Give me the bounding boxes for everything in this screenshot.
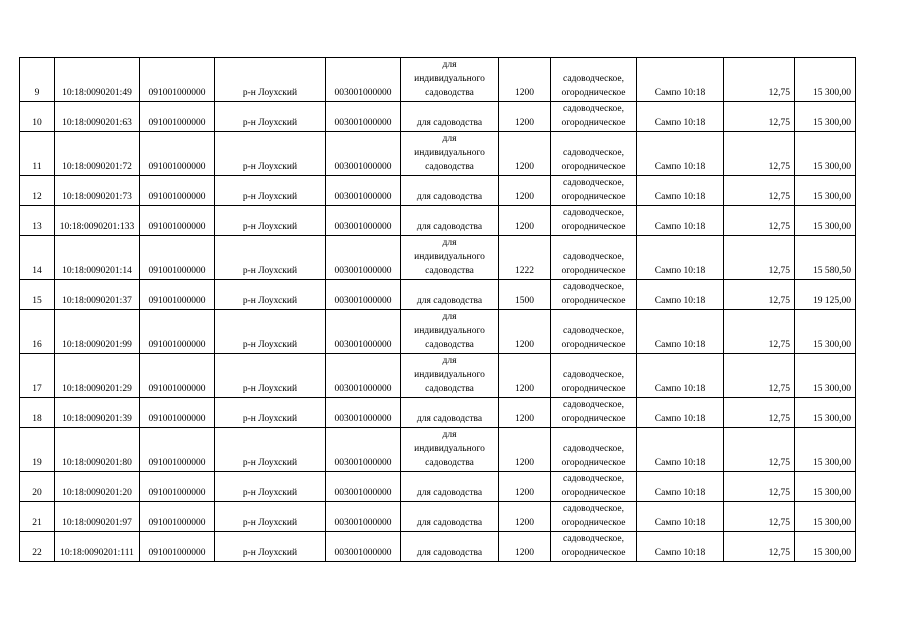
cell-location: Сампо 10:18 xyxy=(637,280,724,310)
table-row xyxy=(20,398,856,428)
cell-category xyxy=(551,532,637,562)
cell-code-1: 091001000000 xyxy=(140,354,215,398)
cell-code-1: 091001000000 xyxy=(140,532,215,562)
cell-location: Сампо 10:18 xyxy=(637,132,724,176)
cell-value: 15 300,00 xyxy=(795,176,856,206)
table-row xyxy=(20,310,856,354)
cell-code-2: 003001000000 xyxy=(326,532,401,562)
cell-category-line: огородническое xyxy=(561,296,626,306)
cell-cadastral-number: 10:18:0090201:49 xyxy=(55,58,140,102)
cell-category-line: садоводческое, xyxy=(563,534,624,544)
cell-category-line: садоводческое, xyxy=(563,326,624,336)
cell-value: 15 300,00 xyxy=(795,206,856,236)
cell-permitted-use-line: индивидуального xyxy=(414,252,485,262)
cell-category xyxy=(551,310,637,354)
cell-row-number: 16 xyxy=(20,310,55,354)
cell-rate: 12,75 xyxy=(724,236,795,280)
table-row xyxy=(20,502,856,532)
cell-category-line: огородническое xyxy=(561,162,626,172)
cell-category xyxy=(551,280,637,310)
cell-code-2: 003001000000 xyxy=(326,502,401,532)
cell-row-number: 14 xyxy=(20,236,55,280)
cell-cadastral-number: 10:18:0090201:37 xyxy=(55,280,140,310)
cell-rate: 12,75 xyxy=(724,132,795,176)
cell-rate: 12,75 xyxy=(724,428,795,472)
table-row xyxy=(20,472,856,502)
cell-value: 15 300,00 xyxy=(795,428,856,472)
cell-permitted-use-line: для садоводства xyxy=(416,414,483,424)
cell-permitted-use-line: садоводства xyxy=(425,266,474,276)
cell-cadastral-number: 10:18:0090201:99 xyxy=(55,310,140,354)
cell-category-line: огородническое xyxy=(561,518,626,528)
cell-location: Сампо 10:18 xyxy=(637,58,724,102)
cell-rate: 12,75 xyxy=(724,532,795,562)
cell-category-line: огородническое xyxy=(561,384,626,394)
cell-category xyxy=(551,236,637,280)
cell-category xyxy=(551,58,637,102)
cell-category-line: огородническое xyxy=(561,118,626,128)
cell-area: 1200 xyxy=(499,102,551,132)
cell-cadastral-number: 10:18:0090201:111 xyxy=(55,532,140,562)
table-row xyxy=(20,280,856,310)
cell-permitted-use xyxy=(401,58,499,102)
cell-area: 1222 xyxy=(499,236,551,280)
cell-cadastral-number: 10:18:0090201:73 xyxy=(55,176,140,206)
cell-code-2: 003001000000 xyxy=(326,58,401,102)
cell-category xyxy=(551,472,637,502)
table-row xyxy=(20,428,856,472)
cell-district: р-н Лоухский xyxy=(215,132,326,176)
cell-district: р-н Лоухский xyxy=(215,236,326,280)
cell-row-number: 20 xyxy=(20,472,55,502)
cell-rate: 12,75 xyxy=(724,102,795,132)
cell-category xyxy=(551,176,637,206)
cell-district: р-н Лоухский xyxy=(215,102,326,132)
cell-code-2: 003001000000 xyxy=(326,280,401,310)
cell-category xyxy=(551,398,637,428)
cell-rate: 12,75 xyxy=(724,310,795,354)
cell-category-line: садоводческое, xyxy=(563,504,624,514)
table-row xyxy=(20,236,856,280)
cell-category-line: садоводческое, xyxy=(563,74,624,84)
cell-location: Сампо 10:18 xyxy=(637,502,724,532)
cell-district: р-н Лоухский xyxy=(215,176,326,206)
cell-permitted-use xyxy=(401,132,499,176)
cell-permitted-use-line: для xyxy=(442,356,457,366)
cell-row-number: 12 xyxy=(20,176,55,206)
table-row xyxy=(20,176,856,206)
cell-permitted-use-line: садоводства xyxy=(425,88,474,98)
cell-category-line: садоводческое, xyxy=(563,370,624,380)
cell-category-line: огородническое xyxy=(561,488,626,498)
cell-permitted-use-line: для xyxy=(442,238,457,248)
table-row xyxy=(20,132,856,176)
cell-cadastral-number: 10:18:0090201:63 xyxy=(55,102,140,132)
cell-code-1: 091001000000 xyxy=(140,102,215,132)
cell-code-2: 003001000000 xyxy=(326,176,401,206)
cell-category-line: огородническое xyxy=(561,266,626,276)
table-row xyxy=(20,206,856,236)
cell-permitted-use xyxy=(401,472,499,502)
cell-area: 1200 xyxy=(499,58,551,102)
cell-district: р-н Лоухский xyxy=(215,310,326,354)
cell-category-line: садоводческое, xyxy=(563,148,624,158)
cell-code-2: 003001000000 xyxy=(326,354,401,398)
cell-category-line: садоводческое, xyxy=(563,104,624,114)
cell-value: 19 125,00 xyxy=(795,280,856,310)
cell-permitted-use-line: для садоводства xyxy=(416,296,483,306)
cell-category-line: огородническое xyxy=(561,88,626,98)
cell-permitted-use-line: индивидуального xyxy=(414,326,485,336)
cell-district: р-н Лоухский xyxy=(215,428,326,472)
land-plots-table xyxy=(19,57,856,562)
cell-permitted-use xyxy=(401,532,499,562)
cell-value: 15 300,00 xyxy=(795,472,856,502)
cell-cadastral-number: 10:18:0090201:29 xyxy=(55,354,140,398)
cell-permitted-use-line: для садоводства xyxy=(416,118,483,128)
cell-permitted-use-line: для xyxy=(442,430,457,440)
cell-category xyxy=(551,206,637,236)
cell-location: Сампо 10:18 xyxy=(637,472,724,502)
cell-permitted-use-line: для садоводства xyxy=(416,488,483,498)
table-body xyxy=(20,58,856,562)
cell-category-line: садоводческое, xyxy=(563,444,624,454)
cell-area: 1200 xyxy=(499,472,551,502)
cell-permitted-use xyxy=(401,102,499,132)
cell-permitted-use-line: для садоводства xyxy=(416,548,483,558)
cell-code-1: 091001000000 xyxy=(140,176,215,206)
cell-code-2: 003001000000 xyxy=(326,428,401,472)
cell-value: 15 580,50 xyxy=(795,236,856,280)
table-row xyxy=(20,58,856,102)
cell-area: 1200 xyxy=(499,310,551,354)
cell-area: 1200 xyxy=(499,354,551,398)
cell-permitted-use xyxy=(401,206,499,236)
cell-category-line: садоводческое, xyxy=(563,474,624,484)
cell-rate: 12,75 xyxy=(724,58,795,102)
cell-permitted-use-line: индивидуального xyxy=(414,444,485,454)
cell-rate: 12,75 xyxy=(724,398,795,428)
cell-value: 15 300,00 xyxy=(795,398,856,428)
cell-code-1: 091001000000 xyxy=(140,428,215,472)
cell-district: р-н Лоухский xyxy=(215,206,326,236)
cell-permitted-use xyxy=(401,398,499,428)
cell-row-number: 11 xyxy=(20,132,55,176)
cell-area: 1200 xyxy=(499,398,551,428)
cell-permitted-use-line: садоводства xyxy=(425,458,474,468)
cell-category-line: садоводческое, xyxy=(563,400,624,410)
cell-value: 15 300,00 xyxy=(795,102,856,132)
cell-category xyxy=(551,132,637,176)
cell-value: 15 300,00 xyxy=(795,354,856,398)
cell-category-line: огородническое xyxy=(561,458,626,468)
cell-code-2: 003001000000 xyxy=(326,132,401,176)
cell-row-number: 22 xyxy=(20,532,55,562)
cell-category xyxy=(551,428,637,472)
cell-code-2: 003001000000 xyxy=(326,310,401,354)
cell-row-number: 10 xyxy=(20,102,55,132)
cell-permitted-use-line: садоводства xyxy=(425,340,474,350)
cell-area: 1200 xyxy=(499,206,551,236)
cell-value: 15 300,00 xyxy=(795,310,856,354)
cell-location: Сампо 10:18 xyxy=(637,102,724,132)
cell-rate: 12,75 xyxy=(724,502,795,532)
cell-permitted-use xyxy=(401,176,499,206)
cell-rate: 12,75 xyxy=(724,354,795,398)
cell-permitted-use-line: индивидуального xyxy=(414,148,485,158)
cell-code-1: 091001000000 xyxy=(140,398,215,428)
cell-cadastral-number: 10:18:0090201:133 xyxy=(55,206,140,236)
cell-permitted-use-line: для садоводства xyxy=(416,518,483,528)
cell-permitted-use-line: для садоводства xyxy=(416,192,483,202)
cell-permitted-use-line: садоводства xyxy=(425,162,474,172)
cell-category-line: огородническое xyxy=(561,414,626,424)
cell-permitted-use-line: индивидуального xyxy=(414,370,485,380)
cell-category-line: огородническое xyxy=(561,548,626,558)
cell-permitted-use-line: для xyxy=(442,134,457,144)
cell-row-number: 19 xyxy=(20,428,55,472)
cell-row-number: 15 xyxy=(20,280,55,310)
cell-code-2: 003001000000 xyxy=(326,236,401,280)
cell-area: 1200 xyxy=(499,132,551,176)
cell-code-2: 003001000000 xyxy=(326,398,401,428)
cell-code-1: 091001000000 xyxy=(140,132,215,176)
cell-rate: 12,75 xyxy=(724,472,795,502)
cell-permitted-use xyxy=(401,428,499,472)
cell-permitted-use xyxy=(401,236,499,280)
cell-row-number: 9 xyxy=(20,58,55,102)
cell-location: Сампо 10:18 xyxy=(637,354,724,398)
cell-category-line: садоводческое, xyxy=(563,208,624,218)
cell-row-number: 13 xyxy=(20,206,55,236)
cell-category-line: огородническое xyxy=(561,340,626,350)
cell-area: 1200 xyxy=(499,532,551,562)
cell-category-line: огородническое xyxy=(561,222,626,232)
cell-permitted-use-line: для садоводства xyxy=(416,222,483,232)
cell-permitted-use-line: индивидуального xyxy=(414,74,485,84)
cell-location: Сампо 10:18 xyxy=(637,310,724,354)
cell-permitted-use-line: садоводства xyxy=(425,384,474,394)
cell-permitted-use xyxy=(401,280,499,310)
cell-category-line: садоводческое, xyxy=(563,252,624,262)
cell-location: Сампо 10:18 xyxy=(637,398,724,428)
cell-district: р-н Лоухский xyxy=(215,532,326,562)
cell-cadastral-number: 10:18:0090201:14 xyxy=(55,236,140,280)
cell-area: 1200 xyxy=(499,176,551,206)
cell-district: р-н Лоухский xyxy=(215,280,326,310)
cell-row-number: 18 xyxy=(20,398,55,428)
cell-category xyxy=(551,502,637,532)
cell-location: Сампо 10:18 xyxy=(637,532,724,562)
cell-area: 1200 xyxy=(499,428,551,472)
cell-category xyxy=(551,102,637,132)
cell-location: Сампо 10:18 xyxy=(637,236,724,280)
cell-value: 15 300,00 xyxy=(795,502,856,532)
cell-district: р-н Лоухский xyxy=(215,472,326,502)
cell-code-1: 091001000000 xyxy=(140,236,215,280)
cell-code-2: 003001000000 xyxy=(326,206,401,236)
cell-area: 1200 xyxy=(499,502,551,532)
cell-row-number: 17 xyxy=(20,354,55,398)
cell-rate: 12,75 xyxy=(724,176,795,206)
table-row xyxy=(20,354,856,398)
cell-code-2: 003001000000 xyxy=(326,472,401,502)
cell-cadastral-number: 10:18:0090201:80 xyxy=(55,428,140,472)
cell-cadastral-number: 10:18:0090201:72 xyxy=(55,132,140,176)
cell-row-number: 21 xyxy=(20,502,55,532)
cell-area: 1500 xyxy=(499,280,551,310)
cell-value: 15 300,00 xyxy=(795,132,856,176)
cell-permitted-use xyxy=(401,354,499,398)
cell-cadastral-number: 10:18:0090201:39 xyxy=(55,398,140,428)
cell-code-2: 003001000000 xyxy=(326,102,401,132)
cell-cadastral-number: 10:18:0090201:97 xyxy=(55,502,140,532)
cell-category xyxy=(551,354,637,398)
cell-cadastral-number: 10:18:0090201:20 xyxy=(55,472,140,502)
cell-code-1: 091001000000 xyxy=(140,206,215,236)
table-row xyxy=(20,102,856,132)
cell-district: р-н Лоухский xyxy=(215,58,326,102)
cell-code-1: 091001000000 xyxy=(140,280,215,310)
cell-permitted-use-line: для xyxy=(442,60,457,70)
cell-category-line: садоводческое, xyxy=(563,282,624,292)
cell-rate: 12,75 xyxy=(724,280,795,310)
cell-permitted-use xyxy=(401,502,499,532)
cell-value: 15 300,00 xyxy=(795,532,856,562)
cell-location: Сампо 10:18 xyxy=(637,206,724,236)
cell-code-1: 091001000000 xyxy=(140,310,215,354)
cell-code-1: 091001000000 xyxy=(140,502,215,532)
cell-category-line: садоводческое, xyxy=(563,178,624,188)
table-row xyxy=(20,532,856,562)
cell-permitted-use-line: для xyxy=(442,312,457,322)
cell-category-line: огородническое xyxy=(561,192,626,202)
cell-code-1: 091001000000 xyxy=(140,58,215,102)
cell-district: р-н Лоухский xyxy=(215,502,326,532)
cell-permitted-use xyxy=(401,310,499,354)
cell-location: Сампо 10:18 xyxy=(637,176,724,206)
cell-location: Сампо 10:18 xyxy=(637,428,724,472)
cell-value: 15 300,00 xyxy=(795,58,856,102)
cell-code-1: 091001000000 xyxy=(140,472,215,502)
document-sheet xyxy=(19,57,856,562)
cell-district: р-н Лоухский xyxy=(215,354,326,398)
cell-rate: 12,75 xyxy=(724,206,795,236)
cell-district: р-н Лоухский xyxy=(215,398,326,428)
